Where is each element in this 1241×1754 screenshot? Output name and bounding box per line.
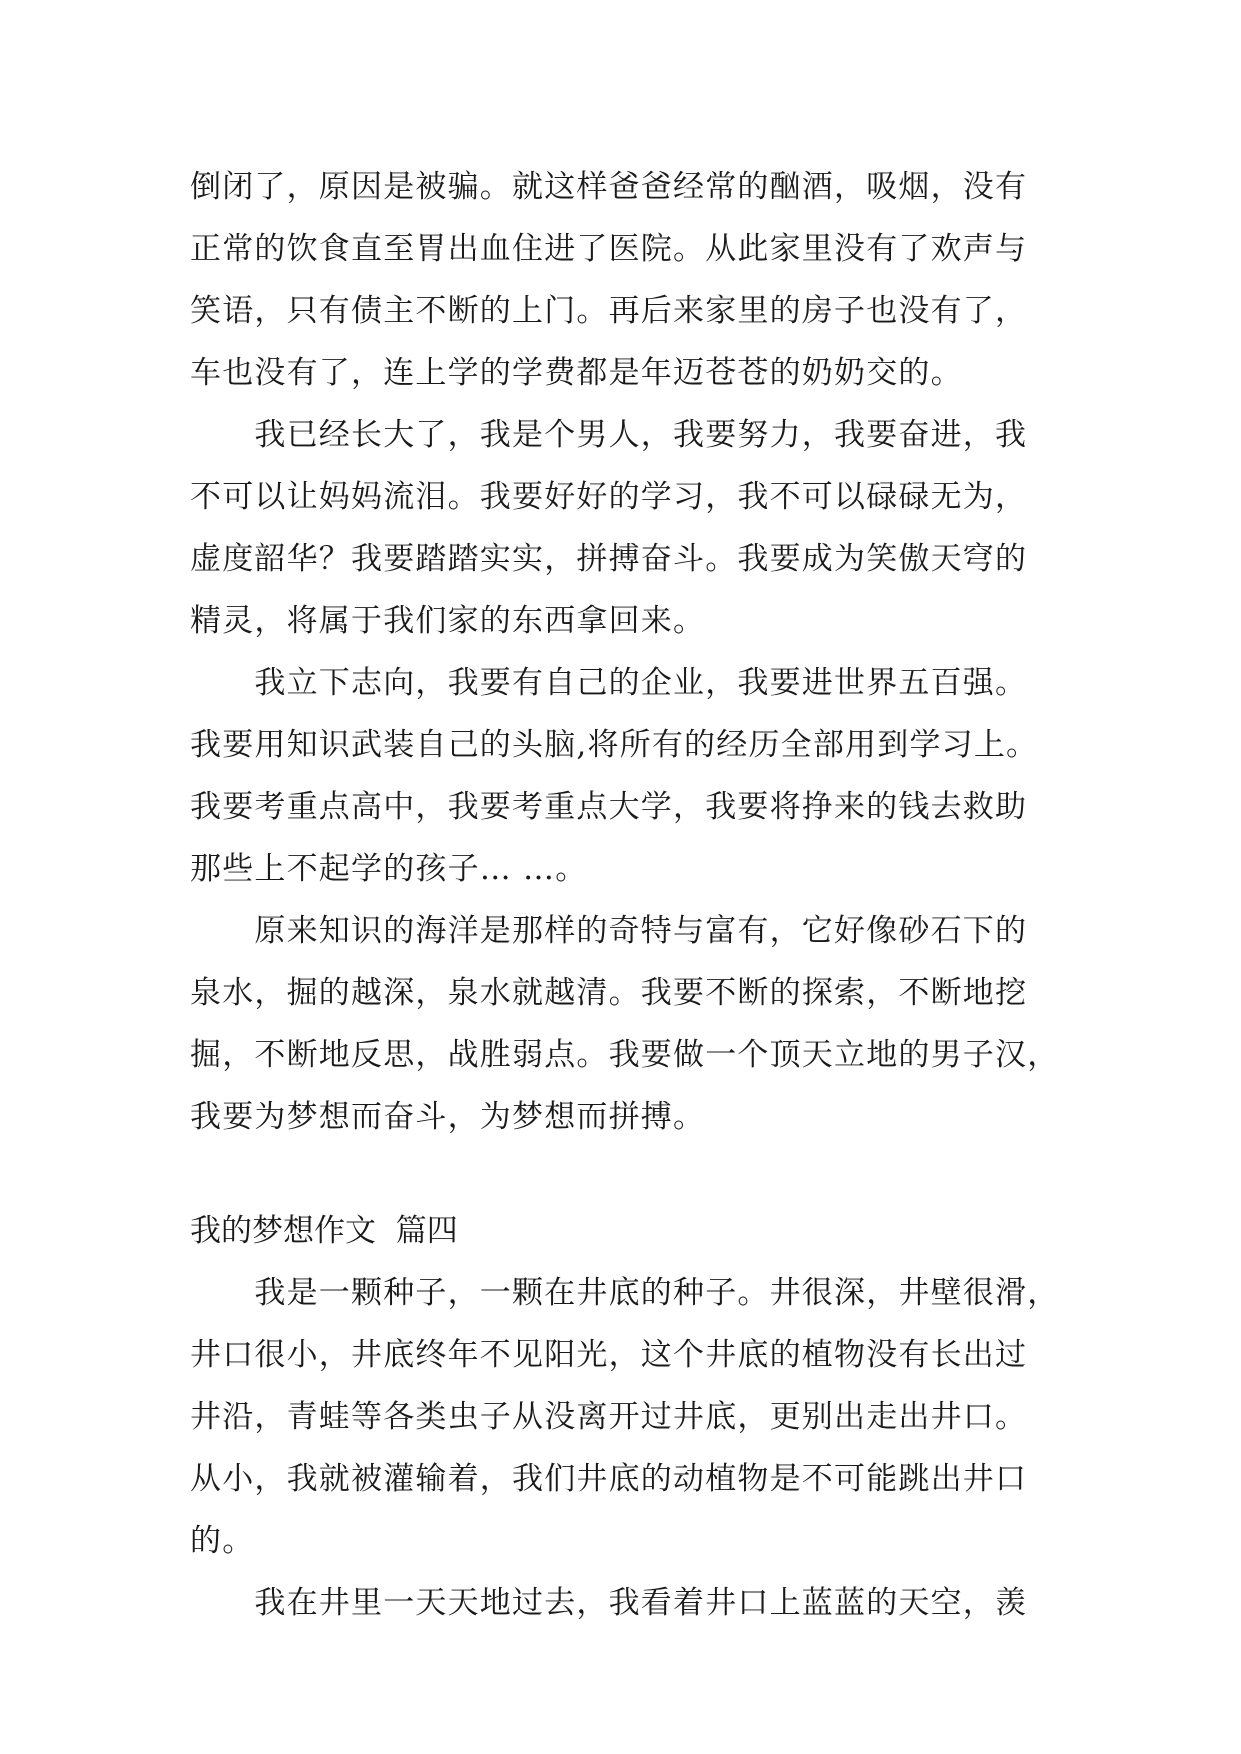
- text-line: 井沿，青蛙等各类虫子从没离开过井底，更别出走出井口。: [190, 1399, 1028, 1435]
- text-line: 泉水，掘的越深，泉水就越清。我要不断的探索，不断地挖: [190, 975, 1028, 1011]
- text-line: 正常的饮食直至胃出血住进了医院。从此家里没有了欢声与: [190, 231, 1028, 267]
- text-line: 我在井里一天天地过去，我看着井口上蓝蓝的天空，羡: [190, 1585, 1028, 1621]
- text-line: 笑语，只有债主不断的上门。再后来家里的房子也没有了，: [190, 293, 1028, 329]
- text-line: 不可以让妈妈流泪。我要好好的学习，我不可以碌碌无为，: [190, 479, 1028, 515]
- text-line: 倒闭了，原因是被骗。就这样爸爸经常的酗酒，吸烟，没有: [190, 169, 1028, 205]
- text-line: 的。: [190, 1523, 255, 1559]
- text-line: 那些上不起学的孩子… …。: [190, 851, 588, 887]
- text-line: 我要为梦想而奋斗，为梦想而拼搏。: [190, 1099, 706, 1135]
- section-heading: 我的梦想作文 篇四: [190, 1213, 458, 1249]
- text-line: 我要用知识武装自己的头脑,将所有的经历全部用到学习上。: [190, 727, 1039, 763]
- text-line: 我要考重点高中，我要考重点大学，我要将挣来的钱去救助: [190, 789, 1028, 825]
- text-line: 车也没有了，连上学的学费都是年迈苍苍的奶奶交的。: [190, 355, 963, 391]
- text-line: 虚度韶华？我要踏踏实实，拼搏奋斗。我要成为笑傲天穹的: [190, 541, 1028, 577]
- text-line: 我已经长大了，我是个男人，我要努力，我要奋进，我: [190, 417, 1028, 453]
- text-line: 掘，不断地反思，战胜弱点。我要做一个顶天立地的男子汉，: [190, 1037, 1060, 1073]
- text-line: 原来知识的海洋是那样的奇特与富有，它好像砂石下的: [190, 913, 1028, 949]
- text-line: 我立下志向，我要有自己的企业，我要进世界五百强。: [190, 665, 1028, 701]
- text-line: 从小，我就被灌输着，我们井底的动植物是不可能跳出井口: [190, 1461, 1028, 1497]
- text-line: 我是一颗种子，一颗在井底的种子。井很深，井壁很滑，: [190, 1275, 1060, 1311]
- text-line: 井口很小，井底终年不见阳光，这个井底的植物没有长出过: [190, 1337, 1028, 1373]
- text-line: 精灵，将属于我们家的东西拿回来。: [190, 603, 706, 639]
